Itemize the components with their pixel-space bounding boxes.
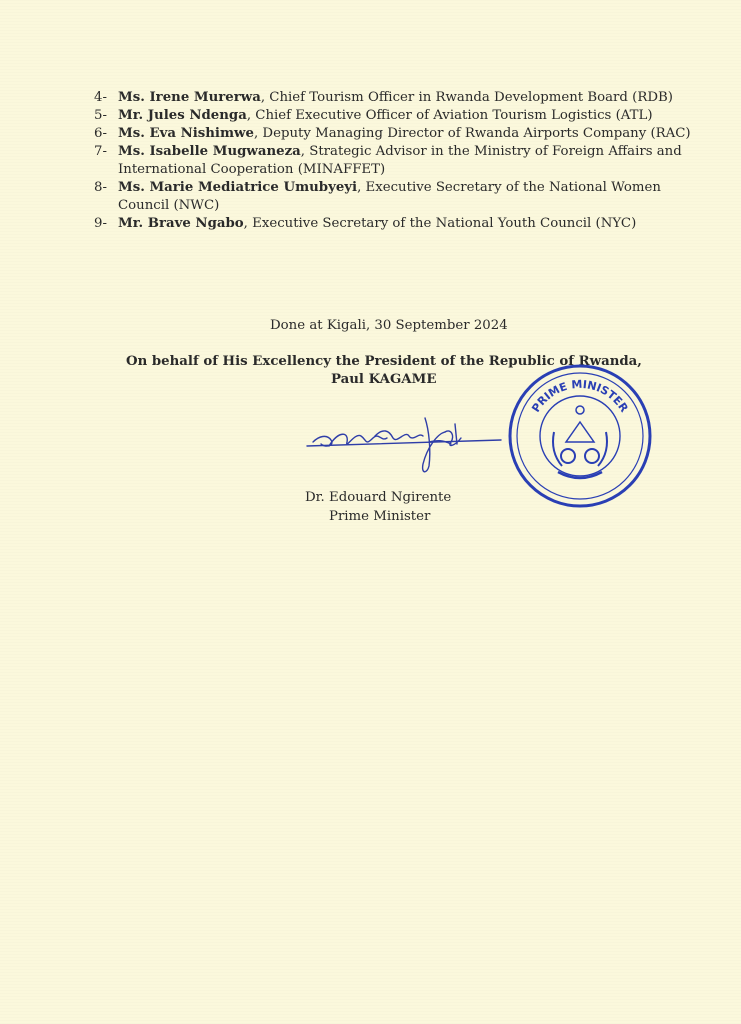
item-number: 9- xyxy=(94,216,107,231)
appointee-name: Ms. Marie Mediatrice Umubyeyi xyxy=(118,180,358,195)
list-item xyxy=(94,125,694,143)
appointment-list xyxy=(94,89,694,233)
list-item xyxy=(94,215,694,233)
item-number: 7- xyxy=(94,144,107,159)
appointee-position: , Chief Executive Officer of Aviation Tourism Logistics (ATL) xyxy=(246,108,653,123)
item-number: 4- xyxy=(94,90,107,105)
appointee-position: , Executive Secretary of the National Women Council (NWC) xyxy=(118,180,661,213)
appointee-position: , Executive Secretary of the National Youth Council (NYC) xyxy=(243,216,637,231)
signatory-name: Dr. Edouard Ngirente xyxy=(305,490,452,505)
item-number: 8- xyxy=(94,180,107,195)
seal-text: PRIME MINISTER xyxy=(529,377,631,415)
place-and-date: Done at Kigali, 30 September 2024 xyxy=(270,318,508,333)
appointee-position: , Strategic Advisor in the Ministry of Foreign Affairs and International Cooperation (MINAFFET) xyxy=(118,144,682,177)
handwritten-signature xyxy=(305,410,505,480)
list-item xyxy=(94,143,694,179)
appointee-position: , Chief Tourism Officer in Rwanda Development Board (RDB) xyxy=(260,90,673,105)
appointee-name: Ms. Isabelle Mugwaneza xyxy=(118,144,301,159)
item-number: 5- xyxy=(94,108,107,123)
signatory-block xyxy=(305,488,451,526)
president-name: Paul KAGAME xyxy=(331,372,437,387)
appointee-position: , Deputy Managing Director of Rwanda Airports Company (RAC) xyxy=(253,126,691,141)
signatory-title: Prime Minister xyxy=(329,509,431,524)
appointee-name: Mr. Jules Ndenga xyxy=(118,108,247,123)
appointee-name: Ms. Irene Murerwa xyxy=(118,90,261,105)
on-behalf-line: On behalf of His Excellency the President of the Republic of Rwanda, xyxy=(126,354,642,369)
official-seal-stamp xyxy=(502,362,658,510)
appointee-name: Mr. Brave Ngabo xyxy=(118,216,244,231)
list-item xyxy=(94,89,694,107)
list-item xyxy=(94,107,694,125)
appointee-name: Ms. Eva Nishimwe xyxy=(118,126,254,141)
list-item xyxy=(94,179,694,215)
item-number: 6- xyxy=(94,126,107,141)
